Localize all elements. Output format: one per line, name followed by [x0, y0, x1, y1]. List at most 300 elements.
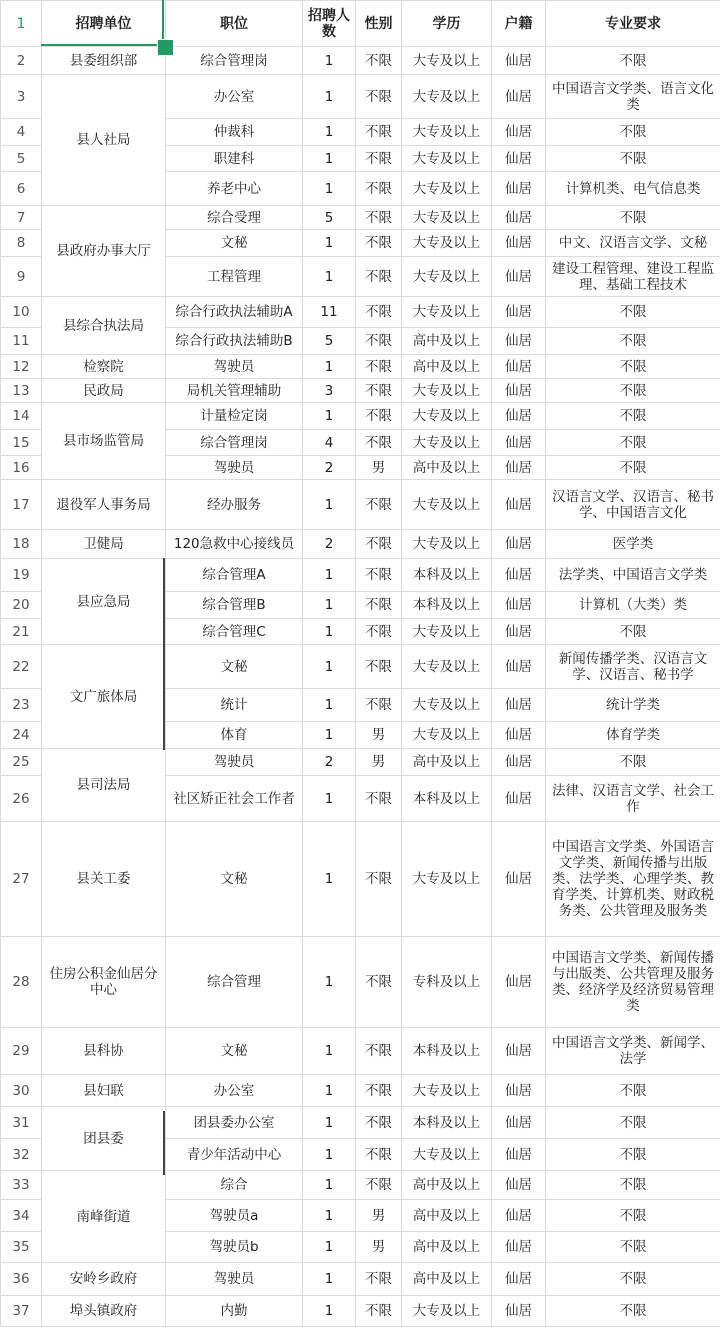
row-number[interactable]: 34 — [1, 1200, 42, 1232]
cell-position[interactable]: 驾驶员 — [166, 1263, 303, 1296]
cell-position[interactable]: 文秘 — [166, 822, 303, 937]
cell-gender[interactable]: 不限 — [356, 1263, 402, 1296]
cell-position[interactable]: 120急救中心接线员 — [166, 530, 303, 559]
cell-unit[interactable]: 文广旅体局 — [42, 645, 166, 749]
cell-position[interactable]: 办公室 — [166, 75, 303, 119]
row-number[interactable]: 29 — [1, 1028, 42, 1075]
cell-major[interactable]: 医学类 — [546, 530, 720, 559]
cell-household[interactable]: 仙居 — [492, 430, 546, 456]
cell-gender[interactable]: 不限 — [356, 379, 402, 403]
cell-gender[interactable]: 不限 — [356, 619, 402, 645]
cell-major[interactable]: 汉语言文学、汉语言、秘书学、中国语言文化 — [546, 480, 720, 530]
cell-major[interactable]: 不限 — [546, 47, 720, 75]
cell-count[interactable]: 4 — [303, 430, 356, 456]
cell-major[interactable]: 不限 — [546, 456, 720, 480]
table-row — [1, 75, 720, 119]
cell-gender[interactable]: 男 — [356, 749, 402, 776]
cell-gender[interactable]: 不限 — [356, 1296, 402, 1327]
cell-gender[interactable]: 不限 — [356, 480, 402, 530]
cell-household[interactable]: 仙居 — [492, 355, 546, 379]
selection-edge-indicator — [163, 558, 165, 750]
cell-major[interactable]: 计算机类、电气信息类 — [546, 172, 720, 206]
cell-major[interactable]: 体育学类 — [546, 722, 720, 749]
cell-unit[interactable]: 埠头镇政府 — [42, 1296, 166, 1327]
cell-position[interactable]: 综合行政执法辅助A — [166, 297, 303, 328]
cell-education[interactable]: 大专及以上 — [402, 822, 492, 937]
cell-household[interactable]: 仙居 — [492, 206, 546, 230]
cell-position[interactable]: 局机关管理辅助 — [166, 379, 303, 403]
cell-position[interactable]: 内勤 — [166, 1296, 303, 1327]
cell-gender[interactable]: 不限 — [356, 776, 402, 822]
cell-education[interactable]: 大专及以上 — [402, 689, 492, 722]
row-number[interactable]: 16 — [1, 456, 42, 480]
cell-education[interactable]: 高中及以上 — [402, 456, 492, 480]
cell-count[interactable]: 5 — [303, 328, 356, 355]
row-number[interactable]: 8 — [1, 230, 42, 257]
cell-education[interactable]: 大专及以上 — [402, 619, 492, 645]
cell-position[interactable]: 社区矫正社会工作者 — [166, 776, 303, 822]
cell-count[interactable]: 1 — [303, 172, 356, 206]
cell-position[interactable]: 文秘 — [166, 1028, 303, 1075]
cell-position[interactable]: 综合管理岗 — [166, 47, 303, 75]
cell-count[interactable]: 1 — [303, 689, 356, 722]
cell-major[interactable]: 法学类、中国语言文学类 — [546, 559, 720, 592]
cell-major[interactable]: 不限 — [546, 430, 720, 456]
cell-unit[interactable]: 县应急局 — [42, 559, 166, 645]
cell-household[interactable]: 仙居 — [492, 47, 546, 75]
cell-education[interactable]: 大专及以上 — [402, 480, 492, 530]
cell-household[interactable]: 仙居 — [492, 1263, 546, 1296]
cell-unit[interactable]: 安岭乡政府 — [42, 1263, 166, 1296]
cell-gender[interactable]: 不限 — [356, 47, 402, 75]
cell-count[interactable]: 1 — [303, 355, 356, 379]
cell-household[interactable]: 仙居 — [492, 645, 546, 689]
cell-gender[interactable]: 不限 — [356, 689, 402, 722]
cell-unit[interactable]: 南峰街道 — [42, 1171, 166, 1263]
cell-household[interactable]: 仙居 — [492, 592, 546, 619]
cell-gender[interactable]: 不限 — [356, 1107, 402, 1139]
cell-gender[interactable]: 不限 — [356, 559, 402, 592]
cell-position[interactable]: 仲裁科 — [166, 119, 303, 146]
header-unit[interactable]: 招聘单位 — [42, 1, 166, 47]
cell-count[interactable]: 1 — [303, 1139, 356, 1171]
cell-household[interactable]: 仙居 — [492, 172, 546, 206]
cell-count[interactable]: 1 — [303, 1171, 356, 1200]
row-number[interactable]: 11 — [1, 328, 42, 355]
cell-gender[interactable]: 不限 — [356, 1139, 402, 1171]
cell-household[interactable]: 仙居 — [492, 559, 546, 592]
cell-major[interactable]: 不限 — [546, 206, 720, 230]
cell-unit[interactable]: 县关工委 — [42, 822, 166, 937]
cell-gender[interactable]: 不限 — [356, 328, 402, 355]
header-household[interactable]: 户籍 — [492, 1, 546, 47]
row-number[interactable]: 12 — [1, 355, 42, 379]
cell-unit[interactable]: 县市场监管局 — [42, 403, 166, 480]
table-row — [1, 379, 720, 403]
table-row — [1, 1107, 720, 1139]
cell-education[interactable]: 大专及以上 — [402, 75, 492, 119]
cell-position[interactable]: 综合 — [166, 1171, 303, 1200]
cell-unit[interactable]: 住房公积金仙居分中心 — [42, 937, 166, 1028]
table-row — [1, 297, 720, 328]
cell-count[interactable]: 1 — [303, 75, 356, 119]
cell-count[interactable]: 1 — [303, 1107, 356, 1139]
cell-gender[interactable]: 不限 — [356, 355, 402, 379]
cell-unit[interactable]: 县妇联 — [42, 1075, 166, 1107]
cell-position[interactable]: 驾驶员 — [166, 749, 303, 776]
cell-unit[interactable]: 县政府办事大厅 — [42, 206, 166, 297]
cell-household[interactable]: 仙居 — [492, 1139, 546, 1171]
cell-education[interactable]: 本科及以上 — [402, 1107, 492, 1139]
cell-education[interactable]: 大专及以上 — [402, 530, 492, 559]
cell-major[interactable]: 不限 — [546, 1107, 720, 1139]
cell-count[interactable]: 5 — [303, 206, 356, 230]
cell-count[interactable]: 2 — [303, 456, 356, 480]
header-position[interactable]: 职位 — [166, 1, 303, 47]
cell-household[interactable]: 仙居 — [492, 328, 546, 355]
header-major[interactable]: 专业要求 — [546, 1, 720, 47]
row-number[interactable]: 18 — [1, 530, 42, 559]
cell-gender[interactable]: 不限 — [356, 530, 402, 559]
cell-count[interactable]: 1 — [303, 1232, 356, 1263]
cell-education[interactable]: 大专及以上 — [402, 403, 492, 430]
table-row — [1, 822, 720, 937]
cell-household[interactable]: 仙居 — [492, 257, 546, 297]
cell-education[interactable]: 大专及以上 — [402, 645, 492, 689]
cell-major[interactable]: 新闻传播学类、汉语言文学、汉语言、秘书学 — [546, 645, 720, 689]
cell-household[interactable]: 仙居 — [492, 1107, 546, 1139]
cell-position[interactable]: 体育 — [166, 722, 303, 749]
row-number[interactable]: 7 — [1, 206, 42, 230]
row-number[interactable]: 33 — [1, 1171, 42, 1200]
cell-education[interactable]: 本科及以上 — [402, 1028, 492, 1075]
cell-major[interactable]: 中国语言文学类、语言文化类 — [546, 75, 720, 119]
cell-unit[interactable]: 团县委 — [42, 1107, 166, 1171]
cell-position[interactable]: 综合管理岗 — [166, 430, 303, 456]
cell-education[interactable]: 大专及以上 — [402, 119, 492, 146]
cell-major[interactable]: 不限 — [546, 379, 720, 403]
cell-household[interactable]: 仙居 — [492, 1200, 546, 1232]
cell-position[interactable]: 计量检定岗 — [166, 403, 303, 430]
header-gender[interactable]: 性别 — [356, 1, 402, 47]
cell-education[interactable]: 本科及以上 — [402, 592, 492, 619]
cell-major[interactable]: 不限 — [546, 619, 720, 645]
row-number[interactable]: 32 — [1, 1139, 42, 1171]
cell-position[interactable]: 驾驶员a — [166, 1200, 303, 1232]
cell-household[interactable]: 仙居 — [492, 379, 546, 403]
table-row — [1, 749, 720, 776]
cell-household[interactable]: 仙居 — [492, 749, 546, 776]
cell-position[interactable]: 青少年活动中心 — [166, 1139, 303, 1171]
cell-major[interactable]: 不限 — [546, 749, 720, 776]
cell-major[interactable]: 法律、汉语言文学、社会工作 — [546, 776, 720, 822]
cell-position[interactable]: 文秘 — [166, 645, 303, 689]
header-count[interactable] — [303, 1, 356, 47]
cell-major[interactable]: 不限 — [546, 1075, 720, 1107]
header-row — [1, 1, 720, 47]
cell-education[interactable]: 专科及以上 — [402, 937, 492, 1028]
cell-major[interactable]: 中国语言文学类、新闻学、法学 — [546, 1028, 720, 1075]
cell-education[interactable]: 大专及以上 — [402, 47, 492, 75]
cell-position[interactable]: 职建科 — [166, 146, 303, 172]
cell-household[interactable]: 仙居 — [492, 403, 546, 430]
cell-education[interactable]: 大专及以上 — [402, 146, 492, 172]
cell-gender[interactable]: 不限 — [356, 937, 402, 1028]
cell-household[interactable]: 仙居 — [492, 530, 546, 559]
cell-household[interactable]: 仙居 — [492, 689, 546, 722]
cell-education[interactable]: 高中及以上 — [402, 355, 492, 379]
cell-count[interactable]: 1 — [303, 776, 356, 822]
cell-household[interactable]: 仙居 — [492, 230, 546, 257]
cell-major[interactable]: 不限 — [546, 119, 720, 146]
cell-gender[interactable]: 不限 — [356, 230, 402, 257]
table-row — [1, 1075, 720, 1107]
cell-gender[interactable]: 不限 — [356, 645, 402, 689]
cell-major[interactable]: 不限 — [546, 355, 720, 379]
cell-household[interactable]: 仙居 — [492, 297, 546, 328]
cell-unit[interactable]: 县人社局 — [42, 75, 166, 206]
cell-count[interactable]: 1 — [303, 257, 356, 297]
cell-education[interactable]: 本科及以上 — [402, 559, 492, 592]
cell-gender[interactable]: 不限 — [356, 146, 402, 172]
cell-count[interactable]: 1 — [303, 1296, 356, 1327]
cell-major[interactable]: 不限 — [546, 146, 720, 172]
row-number[interactable]: 6 — [1, 172, 42, 206]
cell-count[interactable]: 2 — [303, 530, 356, 559]
cell-unit[interactable]: 卫健局 — [42, 530, 166, 559]
cell-education[interactable]: 大专及以上 — [402, 297, 492, 328]
cell-gender[interactable]: 不限 — [356, 1075, 402, 1107]
selection-edge-indicator — [163, 1111, 165, 1175]
row-number[interactable]: 23 — [1, 689, 42, 722]
selection-fill-handle[interactable] — [157, 39, 174, 56]
table-row — [1, 1263, 720, 1296]
row-number[interactable]: 13 — [1, 379, 42, 403]
cell-household[interactable]: 仙居 — [492, 119, 546, 146]
cell-major[interactable]: 不限 — [546, 403, 720, 430]
cell-unit[interactable]: 检察院 — [42, 355, 166, 379]
cell-major[interactable]: 中文、汉语言文学、文秘 — [546, 230, 720, 257]
cell-position[interactable]: 工程管理 — [166, 257, 303, 297]
cell-unit[interactable]: 县委组织部 — [42, 47, 166, 75]
cell-education[interactable]: 大专及以上 — [402, 257, 492, 297]
cell-gender[interactable]: 不限 — [356, 119, 402, 146]
cell-position[interactable]: 综合受理 — [166, 206, 303, 230]
cell-position[interactable]: 综合管理 — [166, 937, 303, 1028]
row-number[interactable]: 2 — [1, 47, 42, 75]
cell-count[interactable]: 1 — [303, 619, 356, 645]
row-number[interactable]: 36 — [1, 1263, 42, 1296]
cell-education[interactable]: 大专及以上 — [402, 172, 492, 206]
cell-education[interactable]: 高中及以上 — [402, 1171, 492, 1200]
table-row — [1, 1028, 720, 1075]
cell-major[interactable]: 计算机（大类）类 — [546, 592, 720, 619]
cell-position[interactable]: 办公室 — [166, 1075, 303, 1107]
cell-major[interactable]: 统计学类 — [546, 689, 720, 722]
cell-position[interactable]: 驾驶员b — [166, 1232, 303, 1263]
cell-gender[interactable]: 男 — [356, 1200, 402, 1232]
cell-position[interactable]: 综合管理C — [166, 619, 303, 645]
row-number[interactable]: 3 — [1, 75, 42, 119]
cell-major[interactable]: 不限 — [546, 1296, 720, 1327]
cell-count[interactable]: 1 — [303, 146, 356, 172]
cell-unit[interactable]: 县科协 — [42, 1028, 166, 1075]
cell-household[interactable]: 仙居 — [492, 146, 546, 172]
cell-count[interactable]: 1 — [303, 403, 356, 430]
cell-count[interactable]: 1 — [303, 119, 356, 146]
row-number[interactable]: 37 — [1, 1296, 42, 1327]
cell-education[interactable]: 大专及以上 — [402, 379, 492, 403]
cell-household[interactable]: 仙居 — [492, 1296, 546, 1327]
cell-position[interactable]: 驾驶员 — [166, 456, 303, 480]
row-number[interactable]: 10 — [1, 297, 42, 328]
table-row — [1, 1296, 720, 1327]
cell-household[interactable]: 仙居 — [492, 1171, 546, 1200]
cell-count[interactable]: 1 — [303, 1200, 356, 1232]
row-number[interactable]: 5 — [1, 146, 42, 172]
row-number[interactable]: 21 — [1, 619, 42, 645]
row-number[interactable]: 17 — [1, 480, 42, 530]
cell-education[interactable]: 高中及以上 — [402, 1232, 492, 1263]
cell-education[interactable]: 高中及以上 — [402, 749, 492, 776]
cell-education[interactable]: 大专及以上 — [402, 1075, 492, 1107]
cell-household[interactable]: 仙居 — [492, 937, 546, 1028]
cell-gender[interactable]: 不限 — [356, 257, 402, 297]
cell-count[interactable]: 1 — [303, 722, 356, 749]
cell-count[interactable]: 1 — [303, 559, 356, 592]
cell-count[interactable]: 1 — [303, 480, 356, 530]
cell-gender[interactable]: 不限 — [356, 297, 402, 328]
cell-count[interactable]: 1 — [303, 645, 356, 689]
cell-major[interactable]: 不限 — [546, 1200, 720, 1232]
cell-major[interactable]: 中国语言文学类、外国语言文学类、新闻传播与出版类、法学类、心理学类、教育学类、计算机类、财政税务类、公共管理及服务类 — [546, 822, 720, 937]
row-number[interactable]: 15 — [1, 430, 42, 456]
cell-major[interactable]: 不限 — [546, 1263, 720, 1296]
cell-household[interactable]: 仙居 — [492, 619, 546, 645]
cell-position[interactable]: 驾驶员 — [166, 355, 303, 379]
cell-gender[interactable]: 不限 — [356, 1171, 402, 1200]
table-row — [1, 206, 720, 230]
cell-unit[interactable]: 退役军人事务局 — [42, 480, 166, 530]
table-row — [1, 47, 720, 75]
cell-major[interactable]: 不限 — [546, 297, 720, 328]
row-number[interactable]: 35 — [1, 1232, 42, 1263]
cell-education[interactable]: 本科及以上 — [402, 776, 492, 822]
cell-count[interactable]: 1 — [303, 1075, 356, 1107]
cell-household[interactable]: 仙居 — [492, 480, 546, 530]
cell-count[interactable]: 3 — [303, 379, 356, 403]
row-number[interactable]: 14 — [1, 403, 42, 430]
row-number[interactable]: 30 — [1, 1075, 42, 1107]
cell-major[interactable]: 不限 — [546, 328, 720, 355]
cell-position[interactable]: 团县委办公室 — [166, 1107, 303, 1139]
row-number[interactable]: 25 — [1, 749, 42, 776]
cell-education[interactable]: 高中及以上 — [402, 328, 492, 355]
row-number[interactable]: 26 — [1, 776, 42, 822]
cell-education[interactable]: 大专及以上 — [402, 430, 492, 456]
cell-major[interactable]: 不限 — [546, 1139, 720, 1171]
cell-education[interactable]: 大专及以上 — [402, 230, 492, 257]
cell-household[interactable]: 仙居 — [492, 456, 546, 480]
cell-education[interactable]: 大专及以上 — [402, 1296, 492, 1327]
cell-household[interactable]: 仙居 — [492, 776, 546, 822]
header-education[interactable]: 学历 — [402, 1, 492, 47]
cell-count[interactable]: 1 — [303, 47, 356, 75]
cell-position[interactable]: 文秘 — [166, 230, 303, 257]
cell-count[interactable]: 2 — [303, 749, 356, 776]
cell-position[interactable]: 综合行政执法辅助B — [166, 328, 303, 355]
cell-gender[interactable]: 不限 — [356, 430, 402, 456]
cell-gender[interactable]: 男 — [356, 722, 402, 749]
cell-position[interactable]: 统计 — [166, 689, 303, 722]
row-number[interactable]: 9 — [1, 257, 42, 297]
cell-household[interactable]: 仙居 — [492, 1232, 546, 1263]
cell-major[interactable]: 建设工程管理、建设工程监理、基础工程技术 — [546, 257, 720, 297]
cell-gender[interactable]: 男 — [356, 456, 402, 480]
cell-major[interactable]: 不限 — [546, 1171, 720, 1200]
cell-count[interactable]: 1 — [303, 592, 356, 619]
cell-education[interactable]: 大专及以上 — [402, 722, 492, 749]
cell-gender[interactable]: 不限 — [356, 403, 402, 430]
row-number[interactable]: 22 — [1, 645, 42, 689]
row-number[interactable]: 31 — [1, 1107, 42, 1139]
table-row — [1, 937, 720, 1028]
cell-education[interactable]: 高中及以上 — [402, 1200, 492, 1232]
row-number[interactable]: 1 — [1, 1, 42, 47]
cell-gender[interactable]: 不限 — [356, 592, 402, 619]
cell-gender[interactable]: 不限 — [356, 172, 402, 206]
table-row — [1, 530, 720, 559]
cell-education[interactable]: 大专及以上 — [402, 206, 492, 230]
cell-unit[interactable]: 县司法局 — [42, 749, 166, 822]
cell-position[interactable]: 养老中心 — [166, 172, 303, 206]
cell-household[interactable]: 仙居 — [492, 722, 546, 749]
cell-education[interactable]: 大专及以上 — [402, 1139, 492, 1171]
cell-gender[interactable]: 不限 — [356, 75, 402, 119]
cell-gender[interactable]: 不限 — [356, 822, 402, 937]
cell-position[interactable]: 综合管理A — [166, 559, 303, 592]
cell-count[interactable]: 11 — [303, 297, 356, 328]
cell-position[interactable]: 综合管理B — [166, 592, 303, 619]
cell-count[interactable]: 1 — [303, 230, 356, 257]
cell-education[interactable]: 高中及以上 — [402, 1263, 492, 1296]
row-number[interactable]: 4 — [1, 119, 42, 146]
cell-unit[interactable]: 民政局 — [42, 379, 166, 403]
row-number[interactable]: 20 — [1, 592, 42, 619]
cell-household[interactable]: 仙居 — [492, 822, 546, 937]
cell-unit[interactable]: 县综合执法局 — [42, 297, 166, 355]
row-number[interactable]: 27 — [1, 822, 42, 937]
cell-major[interactable]: 中国语言文学类、新闻传播与出版类、公共管理及服务类、经济学及经济贸易管理类 — [546, 937, 720, 1028]
row-number[interactable]: 19 — [1, 559, 42, 592]
cell-count[interactable]: 1 — [303, 822, 356, 937]
row-number[interactable]: 28 — [1, 937, 42, 1028]
row-number[interactable]: 24 — [1, 722, 42, 749]
cell-count[interactable]: 1 — [303, 937, 356, 1028]
cell-count[interactable]: 1 — [303, 1263, 356, 1296]
cell-count[interactable]: 1 — [303, 1028, 356, 1075]
cell-gender[interactable]: 不限 — [356, 1028, 402, 1075]
table-row — [1, 645, 720, 689]
cell-gender[interactable]: 男 — [356, 1232, 402, 1263]
cell-gender[interactable]: 不限 — [356, 206, 402, 230]
cell-household[interactable]: 仙居 — [492, 1075, 546, 1107]
cell-major[interactable]: 不限 — [546, 1232, 720, 1263]
cell-household[interactable]: 仙居 — [492, 1028, 546, 1075]
cell-position[interactable]: 经办服务 — [166, 480, 303, 530]
cell-household[interactable]: 仙居 — [492, 75, 546, 119]
table-row — [1, 559, 720, 592]
